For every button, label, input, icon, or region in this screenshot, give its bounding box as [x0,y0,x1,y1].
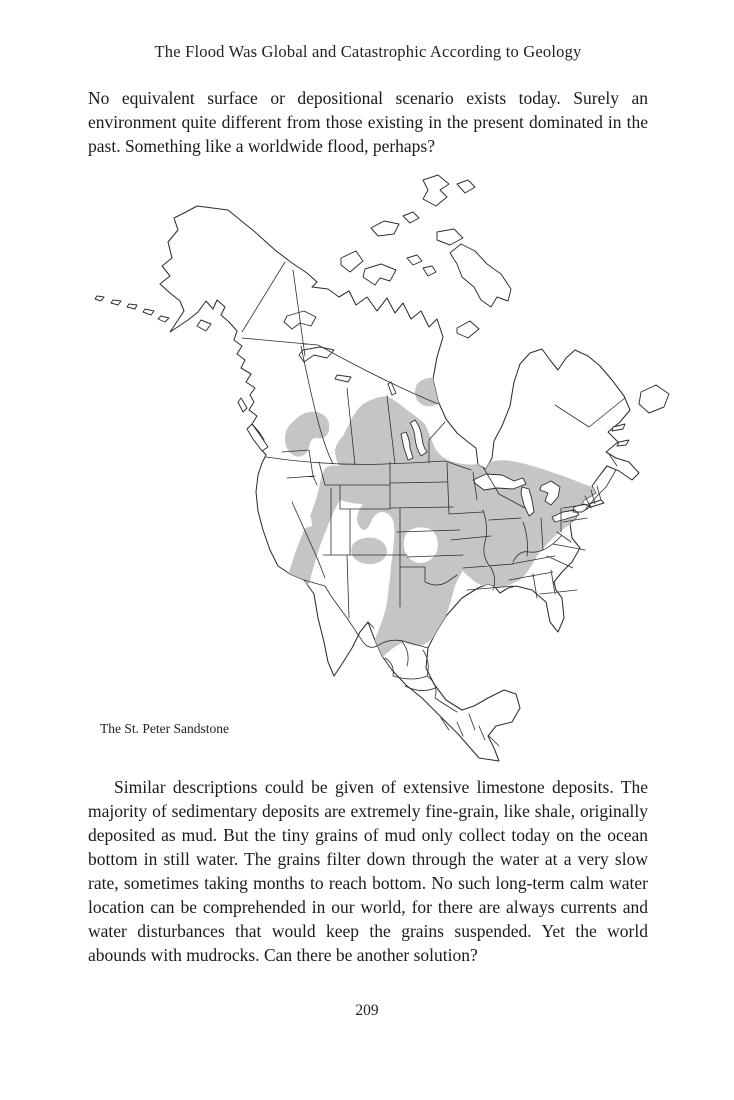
north-america-map [85,170,685,770]
kansas-white-gap [404,527,438,563]
paragraph-limestone: Similar descriptions could be given of extensive limestone deposits. The majority of sedimentary deposits are extremely fine-grain, like shale, originally deposited as mud. But the tiny grains of mud only collect today on the ocean bottom in still water. The grains filter down through the water at a very slow rate, sometimes taking months to reach bottom. No such long-term calm water location can be comprehended in our world, for there are always currents and water disturbances that would keep the grains suspended. Yet the world abounds with mudrocks. Can there be another solution? [88,777,648,965]
deposit-manitoba [415,378,444,407]
paragraph-intro: No equivalent surface or depositional scenario exists today. Surely an environment quite different from those existing in the present dominated in the past. Something like a worldwide flood, perhaps? [88,88,648,156]
page-number: 209 [355,1002,379,1019]
figure-caption: The St. Peter Sandstone [100,721,229,736]
deposit-colorado-blob [351,538,387,565]
figure-map [85,170,685,770]
running-header: The Flood Was Global and Catastrophic According to Geology [154,42,582,61]
